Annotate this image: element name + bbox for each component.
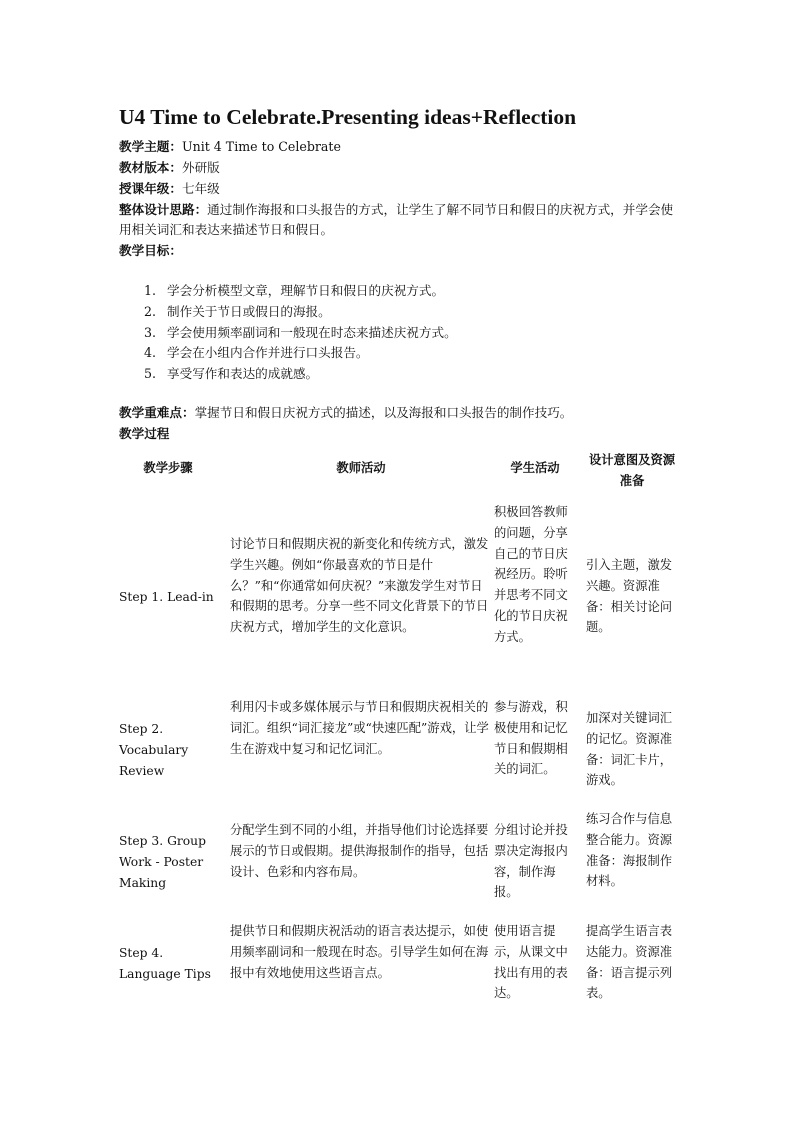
design-label: 整体设计思路： xyxy=(119,202,208,217)
row3-student: 分组讨论并投票决定海报内容，制作海报。 xyxy=(494,823,568,900)
row1-teacher: 讨论节日和假期庆祝的新变化和传统方式，激发学生兴趣。例如“你最喜欢的节日是什么？”和“你通常如何庆祝？”来激发学生对节日和假期的思考。分享一些不同文化背景下的节日庆祝方式，增加学生的文化意识。 xyxy=(230,537,489,635)
goal-item: 2. 制作关于节日或假日的海报。 xyxy=(144,303,331,319)
table-header-student: 学生活动 xyxy=(510,460,560,475)
row2-student: 参与游戏，积极使用和记忆节日和假期相关的词汇。 xyxy=(494,700,568,777)
row4-step: Step 4. Language Tips xyxy=(119,946,211,981)
edition-line xyxy=(119,158,679,178)
table-header-step: 教学步骤 xyxy=(143,460,193,475)
table-header-design: 设计意图及资源准备 xyxy=(588,452,676,488)
row1-step: Step 1. Lead-in xyxy=(119,590,214,604)
goal-item: 4. 学会在小组内合作并进行口头报告。 xyxy=(144,345,369,361)
row3-design: 练习合作与信息整合能力。资源准备：海报制作材料。 xyxy=(586,812,673,889)
grade-label: 授课年级： xyxy=(119,181,182,196)
keypoint-value: 掌握节日和假日庆祝方式的描述，以及海报和口头报告的制作技巧。 xyxy=(194,405,573,420)
row4-design: 提高学生语言表达能力。资源准备：语言提示列表。 xyxy=(586,924,673,1001)
row2-teacher: 利用闪卡或多媒体展示与节日和假期庆祝相关的词汇。组织“词汇接龙”或“快速匹配”游戏，让学生在游戏中复习和记忆词汇。 xyxy=(230,700,489,756)
grade-line xyxy=(119,179,679,199)
goals-label: 教学目标： xyxy=(119,243,182,258)
keypoint-label: 教学重难点： xyxy=(119,405,195,420)
row4-student: 使用语言提示，从课文中找出有用的表达。 xyxy=(494,924,568,1001)
topic-label: 教学主题： xyxy=(119,139,182,154)
goals-heading xyxy=(119,241,679,261)
table-header-teacher: 教师活动 xyxy=(336,460,386,475)
goal-item: 5. 享受写作和表达的成就感。 xyxy=(144,366,319,382)
grade-value: 七年级 xyxy=(181,181,220,196)
edition-value: 外研版 xyxy=(181,160,220,175)
design-value: 通过制作海报和口头报告的方式，让学生了解不同节日和假日的庆祝方式，并学会使用相关词汇和表达来描述节日和假日。 xyxy=(119,202,674,237)
row2-step: Step 2. Vocabulary Review xyxy=(119,722,189,778)
goal-item: 1. 学会分析模型文章，理解节日和假日的庆祝方式。 xyxy=(144,283,445,298)
row2-design: 加深对关键词汇的记忆。资源准备：词汇卡片，游戏。 xyxy=(586,711,673,788)
topic-value: Unit 4 Time to Celebrate xyxy=(181,139,341,154)
row1-student: 积极回答教师的问题，分享自己的节日庆祝经历。聆听并思考不同文化的节日庆祝方式。 xyxy=(494,505,568,644)
row3-step: Step 3. Group Work - Poster Making xyxy=(119,834,206,890)
row1-design: 引入主题，激发兴趣。资源准备：相关讨论问题。 xyxy=(586,558,673,635)
design-line xyxy=(119,200,679,240)
goal-item: 3. 学会使用频率副词和一般现在时态来描述庆祝方式。 xyxy=(144,324,457,340)
edition-label: 教材版本： xyxy=(119,160,182,175)
goals-list xyxy=(144,281,457,385)
keypoint-line xyxy=(119,403,679,423)
document-title: U4 Time to Celebrate.Presenting ideas+Reflection xyxy=(119,105,577,129)
process-heading: 教学过程 xyxy=(119,426,170,441)
row4-teacher: 提供节日和假期庆祝活动的语言表达提示，如使用频率副词和一般现在时态。引导学生如何在海报中有效地使用这些语言点。 xyxy=(230,924,489,980)
row3-teacher: 分配学生到不同的小组，并指导他们讨论选择要展示的节日或假期。提供海报制作的指导，包括设计、色彩和内容布局。 xyxy=(230,823,489,879)
topic-line xyxy=(119,137,679,157)
